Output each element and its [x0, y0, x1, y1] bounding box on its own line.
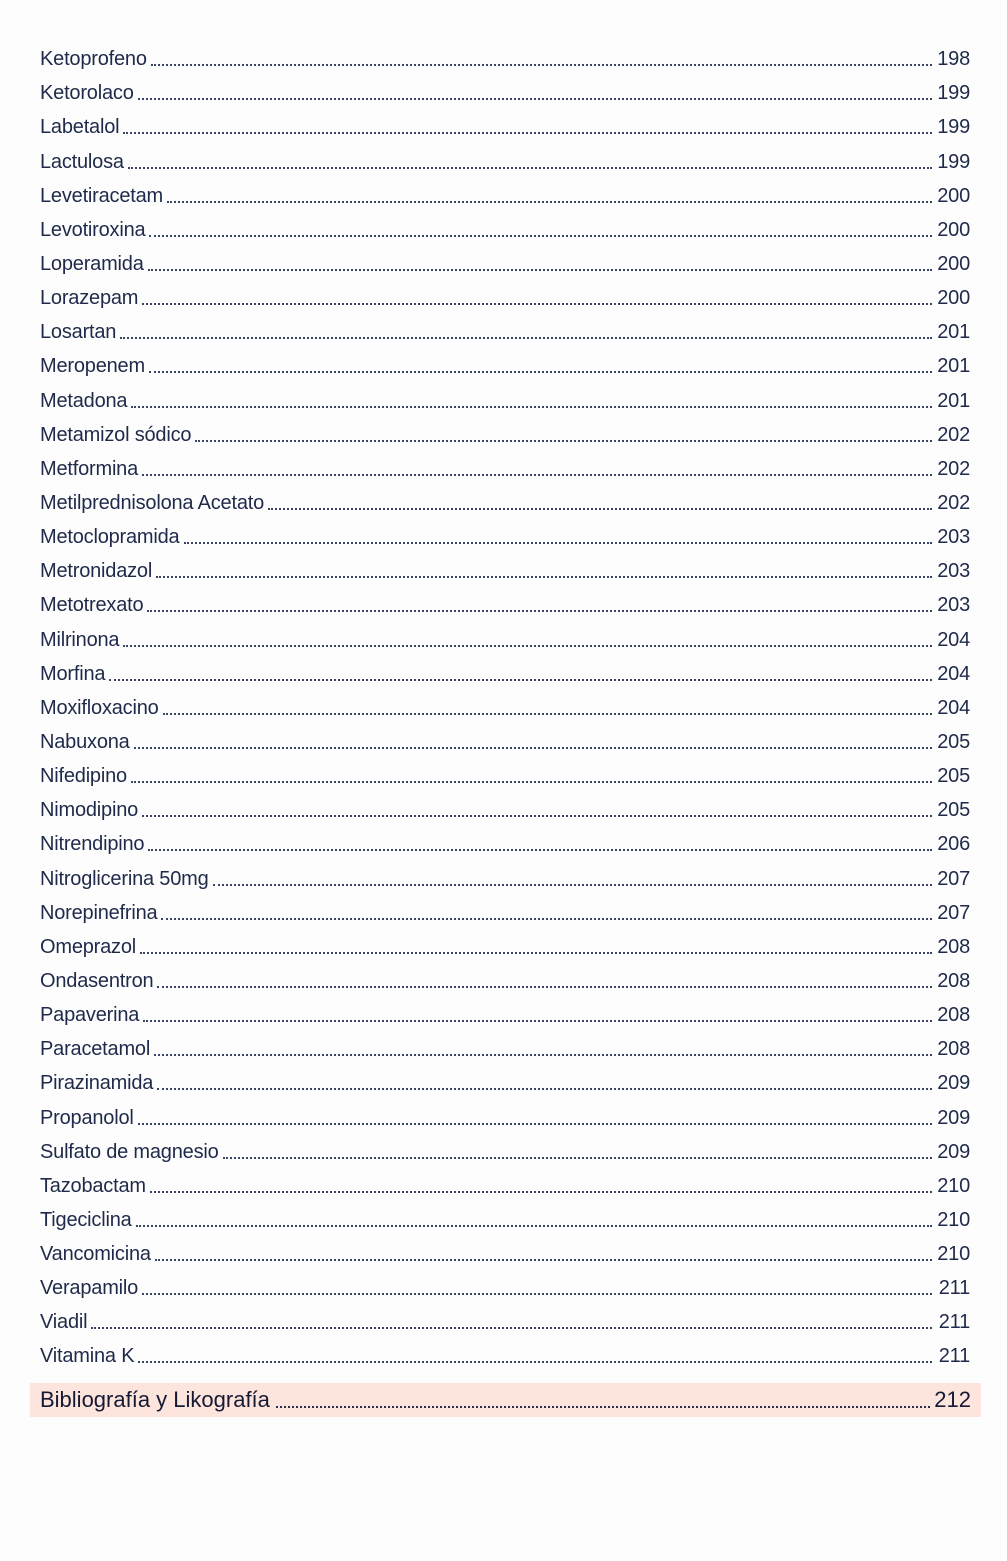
toc-dot-leader [142, 1292, 932, 1295]
toc-entry-title: Moxifloxacino [40, 696, 159, 719]
toc-entry[interactable] [40, 583, 970, 617]
toc-entry-page-number: 208 [937, 1038, 970, 1061]
toc-dot-leader [155, 1258, 932, 1261]
toc-entry-page-number: 200 [937, 218, 970, 241]
toc-dot-leader [147, 609, 932, 612]
toc-dot-leader [148, 848, 932, 851]
toc-entry-title: Tigeciclina [40, 1208, 132, 1231]
toc-entry-page-number: 203 [937, 560, 970, 583]
toc-entry-title: Metoclopramida [40, 526, 180, 549]
toc-entry-title: Nitroglicerina 50mg [40, 867, 209, 890]
toc-dot-leader [131, 780, 932, 783]
toc-dot-leader [142, 302, 932, 305]
toc-entry[interactable] [40, 617, 970, 651]
toc-entry-page-number: 203 [937, 526, 970, 549]
toc-entry-page-number: 211 [938, 1345, 970, 1368]
toc-entry-title: Vancomicina [40, 1243, 151, 1266]
toc-entry-title: Lorazepam [40, 287, 139, 310]
toc-entry-page-number: 205 [937, 730, 970, 753]
toc-dot-leader [149, 234, 932, 237]
toc-entry-page-number: 208 [937, 969, 970, 992]
toc-entry-page-number: 199 [937, 150, 970, 173]
toc-dot-leader [157, 1087, 932, 1090]
toc-entry[interactable] [40, 1334, 970, 1368]
toc-entry[interactable] [40, 1061, 970, 1095]
toc-entry[interactable] [40, 1266, 970, 1300]
toc-entry-title: Norepinefrina [40, 901, 158, 924]
toc-entry[interactable] [40, 37, 970, 71]
toc-entry-title: Ketorolaco [40, 82, 134, 105]
toc-entry-page-number: 204 [937, 662, 970, 685]
table-of-contents [40, 37, 970, 1368]
toc-entry[interactable] [40, 856, 970, 890]
toc-entry[interactable] [40, 139, 970, 173]
toc-entry-title: Nimodipino [40, 799, 139, 822]
toc-section-page-number: 212 [934, 1387, 971, 1412]
toc-entry-page-number: 211 [938, 1311, 970, 1334]
toc-dot-leader [213, 883, 933, 886]
toc-entry-title: Vitamina K [40, 1345, 135, 1368]
toc-entry-title: Metamizol sódico [40, 423, 192, 446]
toc-entry-title: Propanolol [40, 1106, 134, 1129]
toc-dot-leader [223, 1156, 932, 1159]
toc-dot-leader [131, 405, 932, 408]
toc-entry-page-number: 201 [937, 355, 970, 378]
toc-entry-page-number: 210 [937, 1243, 970, 1266]
toc-dot-leader [184, 541, 933, 544]
toc-entry-page-number: 208 [937, 1004, 970, 1027]
toc-dot-leader [123, 644, 932, 647]
toc-entry-title: Pirazinamida [40, 1072, 154, 1095]
toc-entry-page-number: 207 [937, 901, 970, 924]
toc-entry-title: Ondasentron [40, 969, 154, 992]
toc-section-entry-bibliografia[interactable] [30, 1383, 981, 1417]
toc-entry[interactable] [40, 105, 970, 139]
toc-entry-title: Metotrexato [40, 594, 144, 617]
toc-entry-title: Ketoprofeno [40, 48, 147, 71]
toc-section-title: Bibliografía y Likografía [40, 1387, 270, 1412]
toc-dot-leader [161, 917, 932, 920]
toc-entry-page-number: 205 [937, 799, 970, 822]
toc-entry-page-number: 200 [937, 287, 970, 310]
toc-entry-title: Levotiroxina [40, 218, 146, 241]
toc-dot-leader [268, 507, 932, 510]
toc-dot-leader [120, 336, 932, 339]
toc-entry-page-number: 209 [937, 1072, 970, 1095]
toc-entry-title: Losartan [40, 321, 117, 344]
toc-entry[interactable] [40, 1300, 970, 1334]
toc-entry-page-number: 205 [937, 765, 970, 788]
toc-entry-title: Levetiracetam [40, 184, 164, 207]
toc-entry-title: Loperamida [40, 252, 144, 275]
toc-dot-leader [138, 1360, 932, 1363]
toc-entry-title: Morfina [40, 662, 106, 685]
toc-entry[interactable] [40, 1027, 970, 1061]
toc-dot-leader [140, 951, 932, 954]
toc-entry[interactable] [40, 481, 970, 515]
toc-dot-leader [151, 63, 932, 66]
toc-dot-leader [109, 678, 932, 681]
toc-dot-leader [157, 985, 932, 988]
toc-entry-page-number: 209 [937, 1106, 970, 1129]
toc-entry-page-number: 199 [937, 82, 970, 105]
toc-entry[interactable] [40, 174, 970, 208]
toc-entry-title: Verapamilo [40, 1277, 139, 1300]
toc-entry[interactable] [40, 1164, 970, 1198]
toc-dot-leader [167, 200, 932, 203]
toc-dot-leader [163, 712, 932, 715]
toc-entry-title: Omeprazol [40, 935, 137, 958]
toc-dot-leader [134, 746, 932, 749]
toc-entry[interactable] [40, 378, 970, 412]
toc-entry[interactable] [40, 993, 970, 1027]
toc-entry[interactable] [40, 925, 970, 959]
toc-entry-page-number: 200 [937, 252, 970, 275]
toc-entry-page-number: 206 [937, 833, 970, 856]
toc-dot-leader [156, 575, 932, 578]
toc-entry-page-number: 202 [937, 457, 970, 480]
toc-entry-page-number: 199 [937, 116, 970, 139]
toc-entry-title: Paracetamol [40, 1038, 151, 1061]
toc-dot-leader [142, 814, 932, 817]
toc-entry[interactable] [40, 1198, 970, 1232]
toc-dot-leader [195, 439, 932, 442]
toc-entry-page-number: 210 [937, 1174, 970, 1197]
toc-dot-leader [123, 131, 932, 134]
toc-entry[interactable] [40, 447, 970, 481]
toc-entry-title: Milrinona [40, 628, 120, 651]
toc-dot-leader [138, 1122, 932, 1125]
toc-entry-title: Metformina [40, 457, 139, 480]
toc-entry-page-number: 201 [937, 321, 970, 344]
toc-entry-title: Metronidazol [40, 560, 153, 583]
toc-entry-page-number: 198 [937, 48, 970, 71]
toc-entry-title: Viadil [40, 1311, 88, 1334]
toc-entry-page-number: 209 [937, 1140, 970, 1163]
toc-entry[interactable] [40, 242, 970, 276]
toc-entry-page-number: 204 [937, 696, 970, 719]
toc-dot-leader [136, 1224, 932, 1227]
toc-dot-leader [154, 1053, 932, 1056]
toc-entry-title: Nitrendipino [40, 833, 145, 856]
toc-entry-page-number: 202 [937, 491, 970, 514]
toc-entry-title: Meropenem [40, 355, 145, 378]
toc-dot-leader [148, 268, 932, 271]
toc-entry[interactable] [40, 959, 970, 993]
toc-entry[interactable] [40, 788, 970, 822]
toc-entry[interactable] [40, 515, 970, 549]
toc-entry[interactable] [40, 208, 970, 242]
toc-entry-title: Papaverina [40, 1004, 140, 1027]
toc-entry-page-number: 203 [937, 594, 970, 617]
toc-entry-page-number: 200 [937, 184, 970, 207]
toc-entry[interactable] [40, 891, 970, 925]
toc-entry[interactable] [40, 1232, 970, 1266]
toc-entry-page-number: 202 [937, 423, 970, 446]
toc-entry[interactable] [40, 344, 970, 378]
toc-entry-title: Labetalol [40, 116, 120, 139]
toc-dot-leader [149, 370, 932, 373]
toc-entry[interactable] [40, 720, 970, 754]
toc-entry-page-number: 208 [937, 935, 970, 958]
toc-dot-leader [91, 1326, 932, 1329]
toc-entry-page-number: 207 [937, 867, 970, 890]
toc-entry[interactable] [40, 1095, 970, 1129]
toc-entry[interactable] [40, 1130, 970, 1164]
toc-entry-title: Nabuxona [40, 730, 130, 753]
toc-dot-leader [142, 473, 932, 476]
toc-entry[interactable] [40, 276, 970, 310]
toc-entry-title: Lactulosa [40, 150, 124, 173]
toc-entry[interactable] [40, 686, 970, 720]
toc-entry-page-number: 210 [937, 1208, 970, 1231]
toc-entry[interactable] [40, 652, 970, 686]
toc-entry[interactable] [40, 413, 970, 447]
toc-entry-title: Sulfato de magnesio [40, 1140, 219, 1163]
toc-entry-title: Metilprednisolona Acetato [40, 491, 265, 514]
toc-entry-title: Metadona [40, 389, 128, 412]
toc-entry[interactable] [40, 549, 970, 583]
toc-entry-title: Nifedipino [40, 765, 127, 788]
toc-entry-page-number: 204 [937, 628, 970, 651]
toc-dot-leader [150, 1190, 932, 1193]
toc-dot-leader [128, 166, 932, 169]
toc-entry-title: Tazobactam [40, 1174, 146, 1197]
toc-entry-page-number: 201 [937, 389, 970, 412]
toc-entry[interactable] [40, 310, 970, 344]
toc-entry[interactable] [40, 754, 970, 788]
toc-dot-leader [143, 1019, 932, 1022]
toc-dot-leader [138, 97, 932, 100]
toc-entry-page-number: 211 [938, 1277, 970, 1300]
toc-entry[interactable] [40, 71, 970, 105]
toc-dot-leader [276, 1405, 930, 1408]
toc-entry[interactable] [40, 822, 970, 856]
